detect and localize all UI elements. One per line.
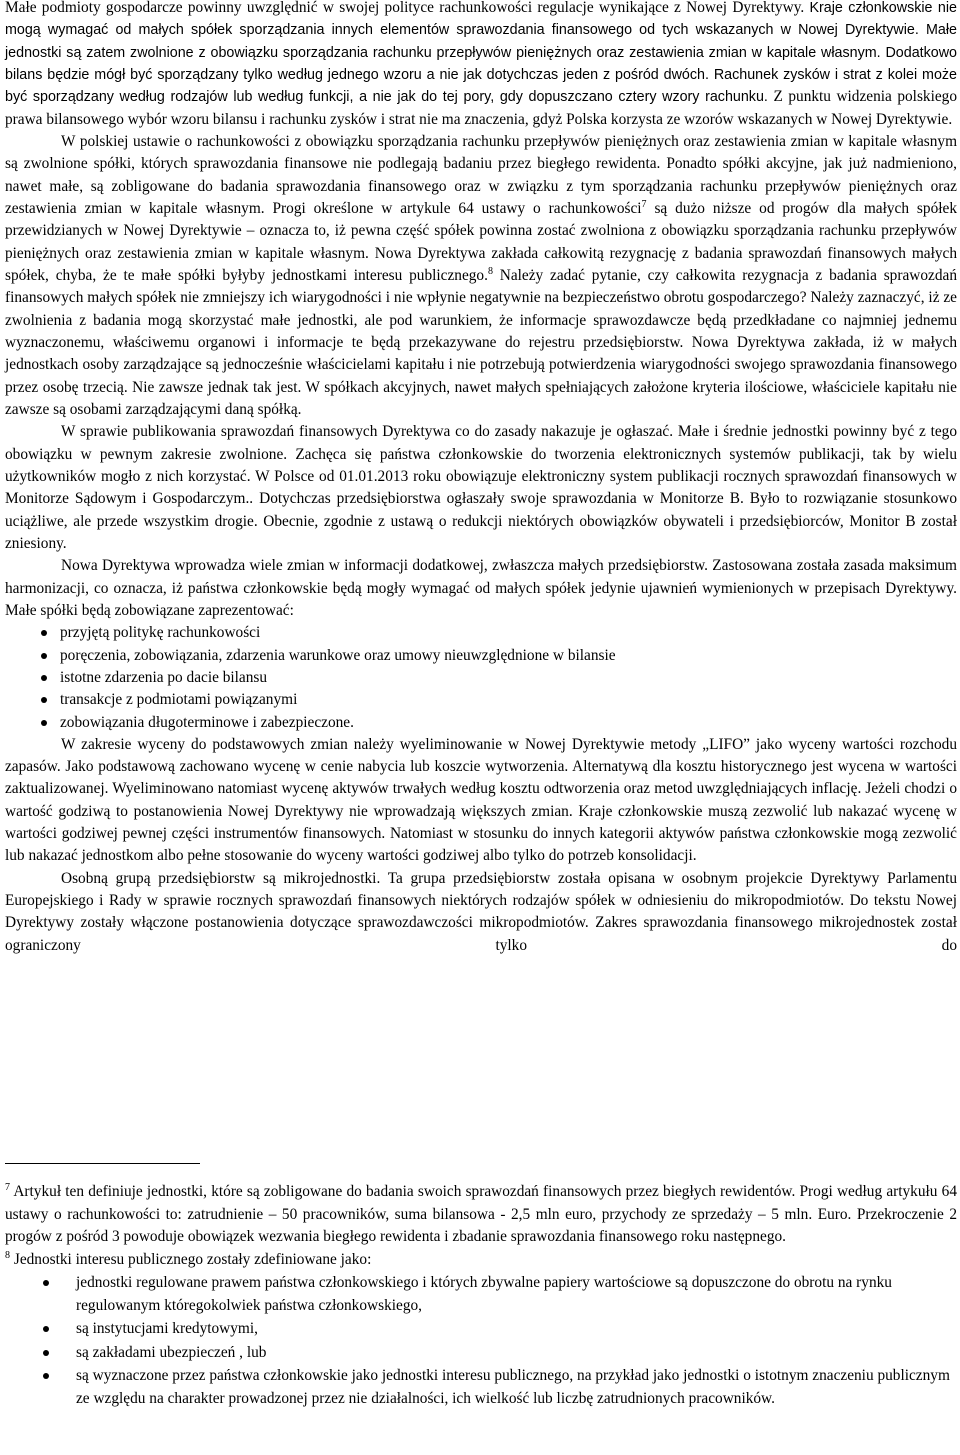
paragraph-publication: W sprawie publikowania sprawozdań finansowych Dyrektywa co do zasady nakazuje je ogłaszać. Małe i średnie jednostki powinny być z tego obowiązku w pewnym zakresie zwolnione. Zachęca się państwa członkowskie do tworzenia elektronicznych systemów publikacji, tak by wielu użytkowników mogło z nich korzystać. W Polsce od 01.01.2013 roku obowiązuje elektroniczny system publikacji rocznych sprawozdań finansowych w Monitorze Sądowym i Gospodarczym.. Dotychczas przedsiębiorstwa ogłaszały swoje sprawozdania w Monitorze B. Było to rozwiązanie stosunkowo uciążliwe, ale przede wszystkim drogie. Obecnie, zgodnie z ustawą o redukcji niektórych obowiązków obywateli i przedsiębiorców, Monitor B został zniesiony. [5,423,957,552]
list-item-text: zobowiązania długoterminowe i zabezpieczone. [60,713,354,731]
list-item [60,667,957,689]
footnote-text: Jednostki interesu publicznego zostały zdefiniowane jako: [13,1250,372,1268]
footnotes [5,1181,957,1411]
bullet-icon [41,630,47,636]
body-text [5,0,957,957]
footnote-number: 8 [5,1249,10,1261]
paragraph-text-sans: Kraje członkowskie nie mogą wymagać od małych spółek sporządzania innych elementów sprawozdania finansowego od tych wskazanych w Nowej Dyrektywie. Małe jednostki są zatem zwolnione z obowiązku sporządzania rachunku przepływów pieniężnych oraz zestawienia zmian w kapitale własnym. Dodatkowo bilans będzie mógł być sporządzany tylko według jednego wzoru a nie jak dotychczas jeden z pośród dwóch. Rachunek zysków i strat z kolei może być sporządzany według rodzajów lub według funkcji, a nie jak do tej pory, gdy dopuszczano cztery wzory rachunku. [5,0,957,106]
footnote-7 [5,1181,957,1249]
bullet-icon [43,1280,49,1286]
paragraph-text: Z punktu widzenia polskiego prawa bilansowego wybór wzoru bilansu i rachunku zysków i strat nie ma znaczenia, gdyż Polska korzysta ze wzorów wskazanych w Nowej Dyrektywie. [5,88,957,128]
list-item [76,1272,957,1317]
footnote-ref-7[interactable]: 7 [641,198,647,210]
footnote-number: 7 [5,1181,10,1193]
paragraph-micro-entities: Osobną grupą przedsiębiorstw są mikrojednostki. Ta grupa przedsiębiorstw została opisana w osobnym projekcie Dyrektywy Parlamentu Europejskiego i Rady w sprawie rocznych sprawozdań finansowych niektórych rodzajów spółek w odniesieniu do mikropodmiotów. Do tekstu Nowej Dyrektywy zostały włączone postanowienia dotyczące sprawozdawczości mikropodmiotów. Zakres sprawozdania finansowego mikrojednostek został ograniczony tylko do [5,869,957,954]
paragraph-small-entities [5,0,957,131]
list-item-text: jednostki regulowane prawem państwa członkowskiego i których zbywalne papiery wartościowe są dopuszczone do obrotu na rynku regulowanym któregokolwiek państwa członkowskiego, [76,1274,892,1314]
list-item-text: są wyznaczone przez państwa członkowskie jako jednostki interesu publicznego, na przykład jako jednostki o istotnym znaczeniu publicznym ze względu na charakter prowadzonej przez nie działalności, ich wielkość lub liczbę zatrudnionych pracowników. [76,1367,950,1407]
footnote-8-list [5,1272,957,1410]
paragraph-additional-info: Nowa Dyrektywa wprowadza wiele zmian w informacji dodatkowej, zwłaszcza małych przedsiębiorstw. Zastosowana została zasada maksimum harmonizacji, co oznacza, iż państwa członkowskie będą mogły wymagać od małych spółek jedynie ujawnień wymienionych w przepisach Dyrektywy. Małe spółki będą zobowiązane zaprezentować: [5,557,957,619]
paragraph-valuation: W zakresie wyceny do podstawowych zmian należy wyeliminowanie w Nowej Dyrektywie metody „LIFO” jako wyceny wartości rozchodu zapasów. Jako podstawową zachowano wycenę w cenie nabycia lub koszcie wytworzenia. Alternatywą dla kosztu historycznego jest wycena w wartości zaktualizowanej. Wyeliminowano natomiast wycenę aktywów trwałych według kosztu odtworzenia oraz metod uwzględniających inflację. Jeżeli chodzi o wartość godziwą to postanowienia Nowej Dyrektywy nie wprowadzają większych zmian. Kraje członkowskie muszą zezwolić lub nakazać wycenę w wartości godziwej pewnej części instrumentów finansowych. Natomiast w stosunku do innych kategorii aktywów państwa członkowskie mogą zezwolić lub nakazać jednostkom albo pełne stosowanie do wyceny wartości godziwej albo tylko do potrzeb konsolidacji. [5,735,957,865]
bullet-icon [43,1326,49,1332]
list-item-text: istotne zdarzenia po dacie bilansu [60,668,268,686]
list-item [76,1365,957,1410]
paragraph-text: Należy zadać pytanie, czy całkowita rezygnacja z badania sprawozdań finansowych małych spółek nie zmniejszy ich wiarygodności i nie wpłynie negatywnie na bezpieczeństwo obrotu gospodarczego? Należy zaznaczyć, iż ze zwolnienia z badania mogą skorzystać małe jednostki, ale pod warunkiem, że informacje sprawozdawcze będą przedkładane co najmniej jednemu wyznaczonemu, właściwemu organowi i informacje te będą przekazywane do rejestru przedsiębiorstw. Nowa Dyrektywa zakłada, iż w małych jednostkach osoby zarządzające są jednocześnie właścicielami kapitału i nie potrzebują potwierdzenia wiarygodności swojego sprawozdania finansowego przez osobę trzecią. Nie zawsze jednak tak jest. W spółkach akcyjnych, nawet małych spełniających założone kryteria ilościowe, właściciele kapitału nie zawsze są osobami zarządzającymi daną spółką. [5,266,957,418]
footnote-text: Artykuł ten definiuje jednostki, które są zobligowane do badania swoich sprawozdań finansowych przez biegłych rewidentów. Progi według artykułu 64 ustawy o rachunkowości to: zatrudnienie – 50 pracowników, suma bilansowa - 2,5 mln euro, przychody ze sprzedaży – 5 mln. Euro. Przekroczenie 2 progów z pośród 3 powoduje obowiązek wezwania biegłego rewidenta i zbadanie sprawozdania finansowego roku następnego. [5,1183,957,1245]
disclosure-list [5,622,957,734]
bullet-icon [41,697,47,703]
bullet-icon [41,653,47,659]
footnote-separator [5,1163,200,1164]
list-item [60,689,957,711]
list-item-text: są instytucjami kredytowymi, [76,1320,258,1337]
list-item [76,1342,957,1365]
paragraph-text: Małe podmioty gospodarcze powinny uwzględnić w swojej polityce rachunkowości regulacje wynikające z Nowej Dyrektywy. [5,0,810,16]
paragraph-text: W polskiej ustawie o rachunkowości z obowiązku sporządzania rachunku przepływów pieniężnych oraz zestawienia zmian w kapitale własnym są zwolnione spółki, których sprawozdania finansowe nie podlegają badaniu przez biegłego rewidenta. Ponadto spółki akcyjne, jak już nadmieniono, nawet małe, są zobligowane do badania sprawozdania finansowego oraz w związku z tym sporządzania rachunku przepływów pieniężnych oraz zestawienia zmian w kapitale własnym. Progi określone w artykule 64 ustawy o rachunkowości [5,132,957,217]
list-item-text: są zakładami ubezpieczeń , lub [76,1343,267,1361]
list-item [60,712,957,734]
list-item [76,1318,957,1341]
list-item-text: przyjętą politykę rachunkowości [60,624,261,642]
bullet-icon [43,1373,49,1379]
list-item [60,622,957,644]
bullet-icon [41,720,47,726]
footnote-8 [5,1249,957,1272]
list-item [60,645,957,667]
list-item-text: poręczenia, zobowiązania, zdarzenia warunkowe oraz umowy nieuwzględnione w bilansie [60,646,616,664]
footnote-ref-8[interactable]: 8 [487,265,493,277]
list-item-text: transakcje z podmiotami powiązanymi [60,691,298,709]
paragraph-polish-law [5,131,957,421]
bullet-icon [41,675,47,681]
bullet-icon [43,1350,49,1356]
paragraph-text: są dużo niższe od progów dla małych spółek przewidzianych w Nowej Dyrektywie – oznacza to, iż pewna część spółek powinna zostać zwolniona z obowiązku sporządzania rachunku przepływów pieniężnych oraz zestawienia zmian w kapitale własnym. Nowa Dyrektywa zakłada całkowitą rezygnację z badania sprawozdań finansowych małych spółek, chyba, że te małe spółki byłyby jednostkami interesu publicznego. [5,199,957,284]
